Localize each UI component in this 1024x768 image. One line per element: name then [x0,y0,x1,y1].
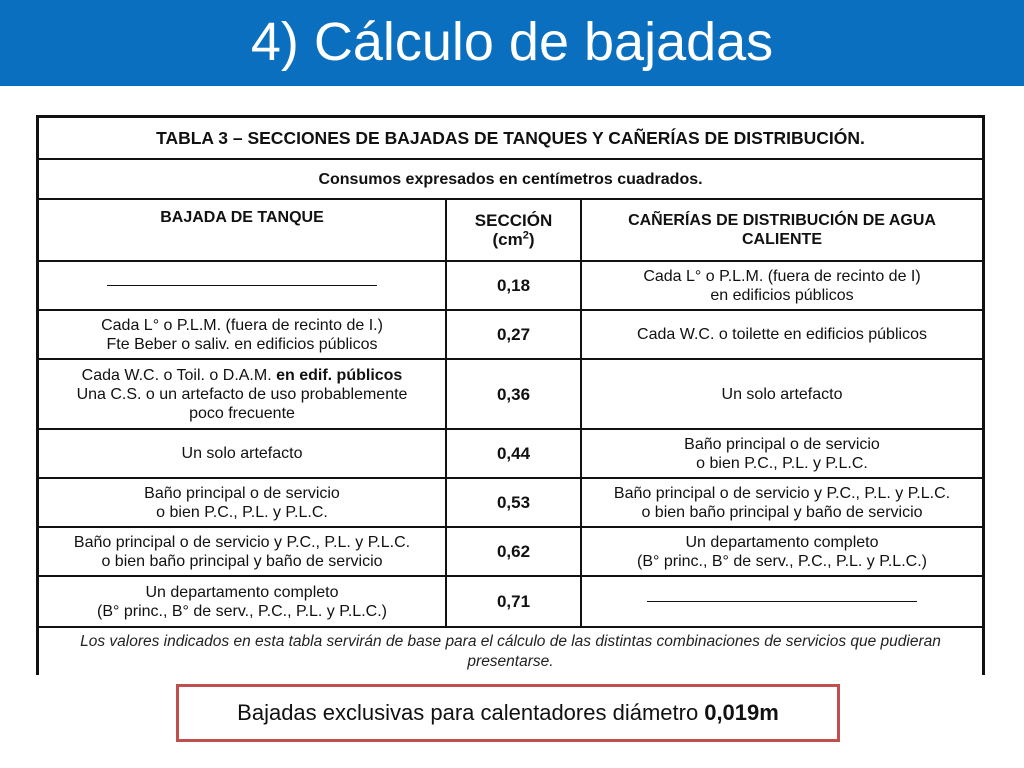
callout-value: 0,019m [704,700,779,725]
cell-canerias [582,430,982,477]
cell-line: Cada W.C. o toilette en edificios públicos [637,326,927,343]
cell-text: Cada W.C. o Toil. o D.A.M. [81,366,277,384]
table-row [39,430,982,479]
cell-line: Un departamento completo [145,583,339,601]
header-seccion-line1: SECCIÓN [474,211,553,230]
blank-line [107,285,377,286]
header-unit-sup: 2 [522,229,529,242]
cell-canerias [582,479,982,526]
header-canerias [582,200,982,260]
header-seccion-unit [492,230,534,249]
table-row [39,577,982,628]
cell-bajada-tanque [39,528,447,575]
seccion-value: 0,44 [496,444,531,463]
table-note: Los valores indicados en esta tabla servirán de base para el cálculo de las distintas combinaciones de servicios que pudieran presentarse. [80,633,941,670]
cell-line: Una C.S. o un artefacto de uso probablemente [76,385,408,403]
cell-canerias [582,311,982,358]
table-subtitle: Consumos expresados en centímetros cuadrados. [318,170,703,188]
header-seccion [447,200,582,260]
cell-bajada-tanque [39,262,447,309]
title-bar [0,0,1024,86]
cell-bajada-tanque [39,479,447,526]
cell-bajada-tanque [39,360,447,428]
seccion-value: 0,27 [496,325,531,344]
table-row [39,360,982,430]
cell-canerias [582,577,982,626]
cell-line: Baño principal o de servicio y P.C., P.L. y P.L.C. [73,533,411,551]
cell-canerias [582,262,982,309]
cell-canerias [582,528,982,575]
table-row [39,479,982,528]
cell-line: Un solo artefacto [721,385,843,403]
header-unit-close: ) [528,230,535,249]
header-canerias-line1: CAÑERÍAS DE DISTRIBUCIÓN DE AGUA [628,212,936,229]
cell-line: Baño principal o de servicio [144,484,340,502]
cell-canerias [582,360,982,428]
cell-line: Cada L° o P.L.M. (fuera de recinto de I) [643,267,921,285]
cell-line: o bien P.C., P.L. y P.L.C. [696,454,868,472]
callout-text: Bajadas exclusivas para calentadores diámetro [237,700,699,725]
header-unit-text: (cm [492,230,523,249]
header-bajada-tanque: BAJADA DE TANQUE [39,200,447,260]
cell-line: Un solo artefacto [181,445,303,462]
cell-text-bold: en edif. públicos [276,366,403,384]
cell-seccion [447,479,582,526]
table-title: TABLA 3 – SECCIONES DE BAJADAS DE TANQUES Y CAÑERÍAS DE DISTRIBUCIÓN. [156,127,865,148]
cell-bajada-tanque [39,430,447,477]
table-subtitle-row [39,160,982,200]
cell-line: Fte Beber o saliv. en edificios públicos [106,335,378,353]
cell-seccion [447,430,582,477]
table-row [39,262,982,311]
cell-line: o bien baño principal y baño de servicio [641,503,923,521]
cell-line: Baño principal o de servicio y P.C., P.L. y P.L.C. [613,484,951,502]
cell-line: Cada L° o P.L.M. (fuera de recinto de I.) [101,316,383,334]
table-row [39,528,982,577]
cell-line: (B° princ., B° de serv., P.C., P.L. y P.L.C.) [97,602,387,620]
table-header-row [39,200,982,262]
cell-line: o bien P.C., P.L. y P.L.C. [156,503,328,521]
cell-seccion [447,360,582,428]
table-row [39,311,982,360]
cell-seccion [447,262,582,309]
cell-line: Un departamento completo [685,533,879,551]
seccion-value: 0,71 [496,592,531,611]
cell-line: Baño principal o de servicio [684,435,880,453]
header-canerias-line2: CALIENTE [742,231,822,248]
seccion-value: 0,36 [496,384,531,404]
slide-title: 4) Cálculo de bajadas [250,12,774,72]
cell-seccion [447,577,582,626]
table-title-row [39,118,982,160]
cell-line: poco frecuente [189,404,295,422]
cell-seccion [447,528,582,575]
seccion-value: 0,18 [496,276,531,295]
cell-line: o bien baño principal y baño de servicio [101,552,383,570]
cell-line: en edificios públicos [710,286,854,304]
seccion-value: 0,53 [496,493,531,512]
callout-box [176,684,840,742]
cell-line [82,366,403,385]
cell-bajada-tanque [39,577,447,626]
cell-bajada-tanque [39,311,447,358]
seccion-value: 0,62 [496,542,531,561]
blank-line [647,601,917,602]
cell-seccion [447,311,582,358]
scanned-table [36,115,985,675]
cell-line: (B° princ., B° de serv., P.C., P.L. y P.L.C.) [637,552,927,570]
